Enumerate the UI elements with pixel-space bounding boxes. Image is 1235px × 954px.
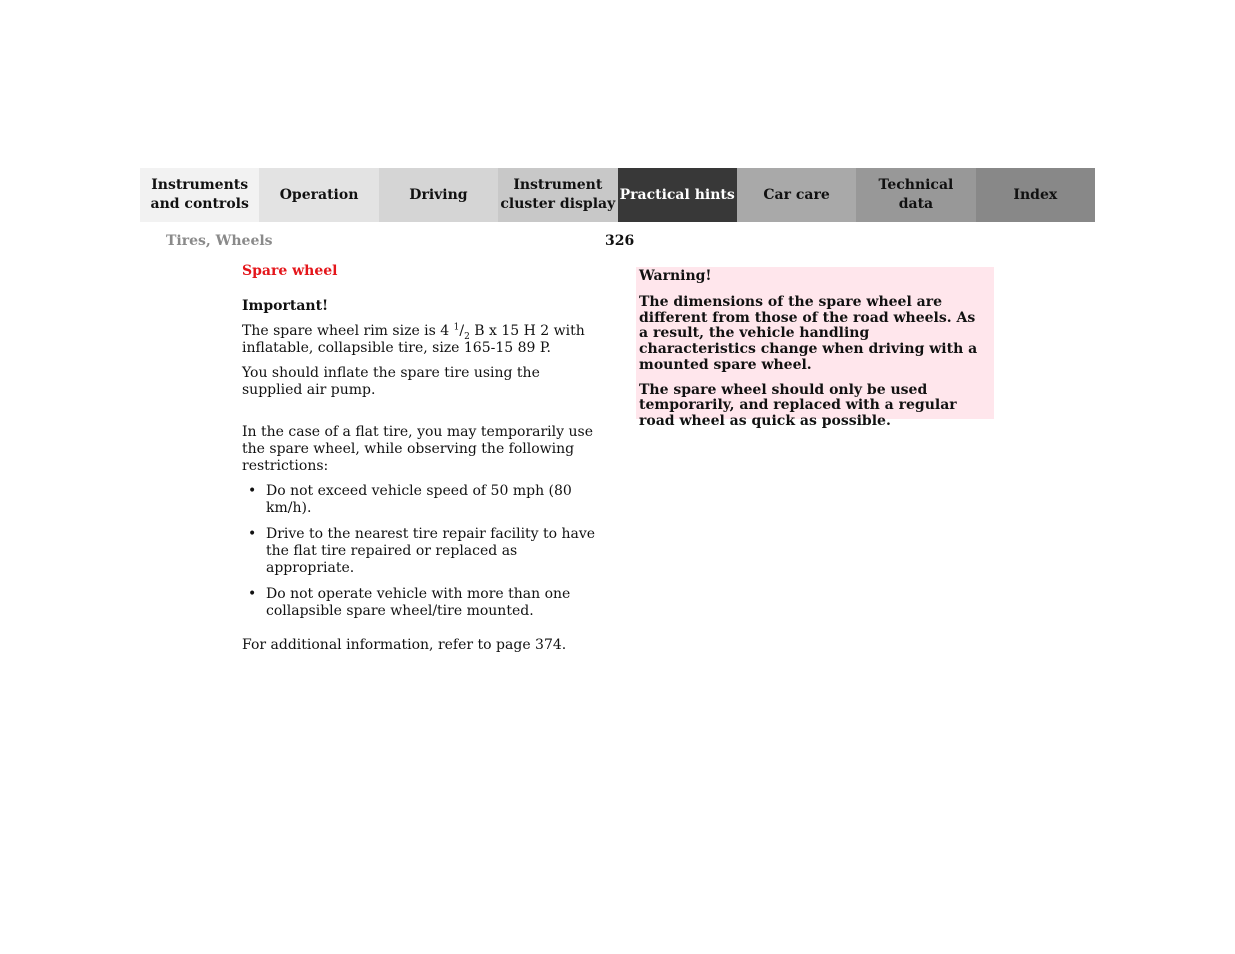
rim-fraction-numerator: 1 <box>453 322 460 333</box>
restrictions-list <box>242 483 604 620</box>
rim-size-paragraph <box>242 323 604 357</box>
tab-index[interactable]: Index <box>976 168 1095 222</box>
flat-tire-paragraph: In the case of a flat tire, you may temporarily use the spare wheel, while observing the following restrictions: <box>242 424 593 474</box>
list-item <box>242 586 604 620</box>
additional-info: For additional information, refer to page 374. <box>242 637 567 653</box>
important-label: Important! <box>242 298 329 314</box>
rim-fraction <box>453 322 470 342</box>
tab-instruments-and-controls[interactable]: Instruments and controls <box>140 168 259 222</box>
section-title: Tires, Wheels <box>166 233 273 249</box>
rim-text-after: B x 15 H 2 with inflatable, collapsible tire, size 165-15 89 P. <box>242 323 585 356</box>
list-item-text: Drive to the nearest tire repair facility to have the flat tire repaired or replaced as appropriate. <box>266 526 596 576</box>
bullet-icon: • <box>248 586 257 602</box>
tab-driving[interactable]: Driving <box>379 168 498 222</box>
main-content <box>242 263 604 662</box>
list-item <box>242 526 604 577</box>
inflate-paragraph: You should inflate the spare tire using the supplied air pump. <box>242 365 540 398</box>
rim-fraction-denominator: 2 <box>464 331 470 342</box>
chapter-tabs <box>140 168 1095 222</box>
bullet-icon: • <box>248 483 257 499</box>
page-heading: Spare wheel <box>242 263 338 279</box>
list-item <box>242 483 604 517</box>
list-item-text: Do not operate vehicle with more than one collapsible spare wheel/tire mounted. <box>266 586 571 619</box>
rim-text-before: The spare wheel rim size is 4 <box>242 323 454 339</box>
rim-fraction-separator: / <box>459 323 465 339</box>
warning-paragraph: The dimensions of the spare wheel are different from those of the road wheels. As a result, the vehicle handling characteristics change when driving with a mounted spare wheel. <box>639 294 978 373</box>
tab-technical-data[interactable]: Technical data <box>856 168 975 222</box>
bullet-icon: • <box>248 526 257 542</box>
warning-box <box>636 267 994 429</box>
warning-paragraph: The spare wheel should only be used temporarily, and replaced with a regular road wheel as quick as possible. <box>639 381 957 429</box>
warning-title: Warning! <box>639 268 712 284</box>
tab-practical-hints[interactable]: Practical hints <box>618 168 737 222</box>
page-number: 326 <box>605 233 635 249</box>
tab-instrument-cluster-display[interactable]: Instrument cluster display <box>498 168 617 222</box>
list-item-text: Do not exceed vehicle speed of 50 mph (80 km/h). <box>266 483 572 516</box>
tab-car-care[interactable]: Car care <box>737 168 856 222</box>
tab-operation[interactable]: Operation <box>259 168 378 222</box>
